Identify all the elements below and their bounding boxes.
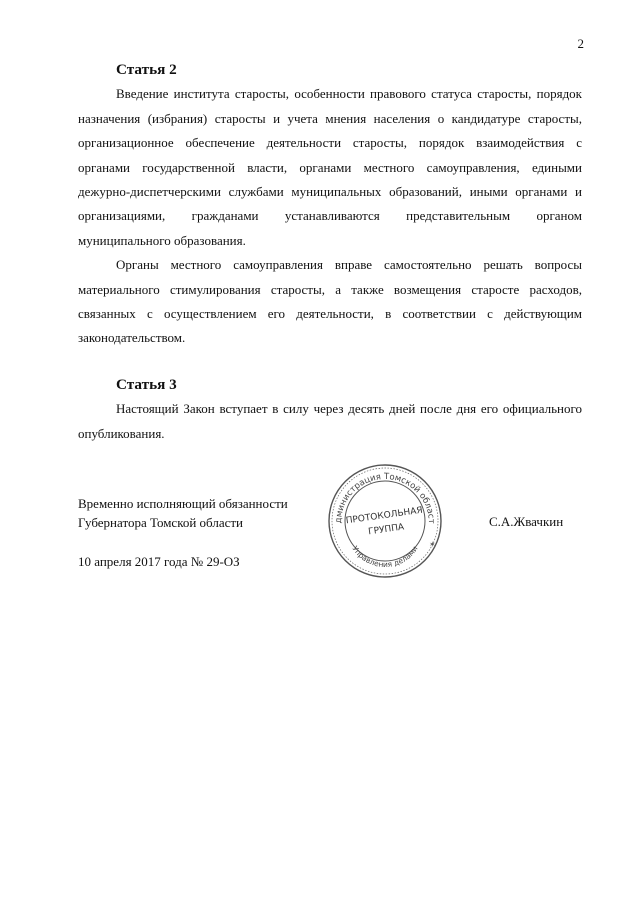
signature-position-line-2: Губернатора Томской области (78, 515, 244, 530)
stamp-outer-text: дминистрация Томской област (333, 471, 437, 524)
article-3-paragraph-1: Настоящий Закон вступает в силу через десять дней после дня его официального опубликования. (78, 401, 582, 441)
article-2 (78, 58, 582, 351)
article-2-paragraph-2: Органы местного самоуправления вправе самостоятельно решать вопросы материального стимулирования старосты, а также возмещения старосте расходов, связанных с осуществлением его деятельности, в соответствии с действующим законодательством. (78, 257, 582, 346)
stamp-seal-icon (325, 461, 445, 581)
stamp-bottom-text: Управления делами (350, 544, 420, 570)
law-date: 10 апреля 2017 года № 29-ОЗ (78, 554, 240, 569)
stamp-center-line-1: ПРОТОКОЛЬНАЯ (345, 505, 424, 527)
signature-position (78, 494, 288, 532)
stamp-star-icon: ✶ (429, 540, 436, 549)
stamp-center-line-2: ГРУППА (367, 522, 405, 538)
article-3 (78, 373, 582, 446)
signature-position-line-1: Временно исполняющий обязанности (78, 496, 288, 511)
official-stamp (325, 461, 445, 581)
signer-name: С.А.Жвачкин (489, 514, 564, 529)
article-2-paragraph-1: Введение института старосты, особенности правового статуса старосты, порядок назначения (избрания) старосты и учета мнения населения о кандидатуре старосты, организационное обеспечение деятельности старосты, порядок взаимодействия с органами государственной власти, органами местного самоуправления, едиными дежурно-диспетчерскими службами муниципальных образований, иными органами и организациями, гражданами устанавливаются представительным органом муниципального образования. (78, 86, 582, 248)
article-3-title: Статья 3 (116, 376, 177, 393)
page-number: 2 (577, 36, 584, 51)
article-2-title: Статья 2 (116, 61, 177, 78)
